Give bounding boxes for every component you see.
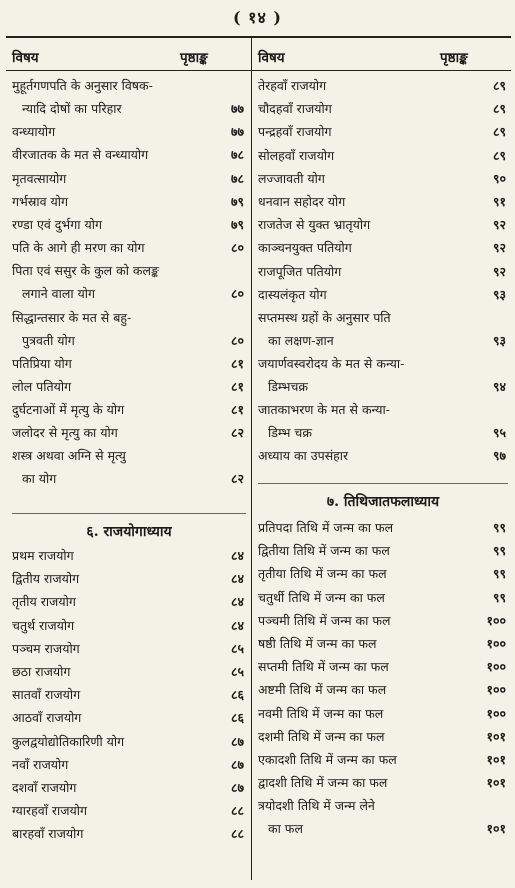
toc-entry — [12, 78, 246, 116]
toc-entry-page: १०१ — [486, 775, 506, 791]
toc-entry — [258, 590, 508, 605]
toc-entry-title: राजतेज से युक्त भ्रातृयोग — [258, 217, 371, 233]
toc-entry — [258, 543, 508, 558]
toc-entry-title: सोलहवाँ राजयोग — [258, 147, 335, 163]
toc-entry — [12, 194, 246, 209]
toc-entry — [12, 548, 246, 563]
toc-entry — [258, 613, 508, 628]
toc-entry-title: न्यादि दोषों का परिहार — [22, 101, 122, 116]
toc-entry — [12, 310, 246, 348]
toc-entry-page: ९४ — [492, 379, 506, 395]
toc-entry-page: ८४ — [230, 571, 244, 587]
toc-entry — [12, 448, 246, 486]
toc-entry — [12, 147, 246, 162]
toc-entry-page: ७७ — [230, 101, 244, 116]
toc-entry-title: दशवाँ राजयोग — [12, 779, 77, 795]
toc-entry — [258, 124, 508, 139]
left-subject-header: विषय — [12, 50, 39, 66]
toc-entry — [258, 798, 508, 836]
toc-entry-page: ८२ — [230, 471, 244, 487]
toc-entry — [258, 520, 508, 535]
toc-entry — [258, 310, 508, 348]
toc-entry — [12, 379, 246, 394]
toc-entry-title: पन्द्रहवाँ राजयोग — [258, 124, 332, 140]
toc-entry — [258, 78, 508, 93]
toc-entry-page: १०० — [486, 659, 506, 675]
toc-entry — [12, 780, 246, 795]
toc-entry — [12, 687, 246, 702]
toc-entry-page: ७९ — [230, 193, 244, 209]
toc-entry-title: जातकाभरण के मत से कन्या- — [258, 402, 390, 418]
toc-entry — [258, 729, 508, 744]
toc-entry-page: १०० — [486, 682, 506, 698]
toc-entry-title: द्वितीया तिथि में जन्म का फल — [258, 543, 390, 559]
toc-entry — [258, 775, 508, 790]
toc-entry-page: ९१ — [492, 193, 506, 209]
toc-entry — [12, 425, 246, 440]
toc-entry-page: ८७ — [230, 756, 244, 772]
toc-entry-page: ८९ — [492, 147, 506, 163]
toc-entry — [258, 706, 508, 721]
toc-entry — [12, 664, 246, 679]
toc-entry-title: ग्यारहवाँ राजयोग — [12, 803, 88, 819]
toc-entry-title: पुत्रवती योग — [22, 332, 75, 348]
toc-entry-title: का योग — [22, 471, 57, 487]
toc-entry-title: अष्टमी तिथि में जन्म का फल — [258, 682, 387, 698]
toc-entry-title: कुलद्वयोद्योतिकारिणी योग — [12, 733, 125, 749]
toc-entry — [12, 356, 246, 371]
toc-entry-page: ८४ — [230, 594, 244, 610]
toc-entry-page: ९२ — [492, 263, 506, 279]
left-section-rule — [12, 513, 246, 514]
toc-entry-title: आठवाँ राजयोग — [12, 710, 82, 726]
right-page-header: पृष्ठाङ्क — [440, 50, 468, 66]
toc-entry-title: चतुर्थ राजयोग — [12, 617, 75, 633]
toc-entry-title: बारहवाँ राजयोग — [12, 826, 84, 842]
toc-entry-title: पति के आगे ही मरण का योग — [12, 240, 145, 256]
toc-entry-title: प्रथम राजयोग — [12, 548, 74, 563]
toc-entry-title: पिता एवं ससुर के कुल को कलङ्क — [12, 263, 159, 279]
toc-entry-page: ८९ — [492, 101, 506, 117]
toc-entry-title: जलोदर से मृत्यु का योग — [12, 425, 118, 441]
toc-entry — [258, 217, 508, 232]
toc-entry-title: रण्डा एवं दुर्भगा योग — [12, 216, 102, 232]
toc-entry-page: ९५ — [492, 425, 506, 441]
toc-entry-title: लज्जावती योग — [258, 170, 325, 186]
toc-entry — [258, 264, 508, 279]
toc-entry — [12, 734, 246, 749]
toc-entry-title: पतिप्रिया योग — [12, 355, 72, 371]
toc-entry-title: अध्याय का उपसंहार — [258, 448, 349, 464]
toc-entry-page: ९२ — [492, 217, 506, 233]
toc-entry — [12, 803, 246, 818]
toc-entry-page: ८७ — [230, 779, 244, 795]
toc-entry-title: मृतवत्सायोग — [12, 170, 67, 186]
toc-entry-title: सप्तमस्थ ग्रहों के अनुसार पति — [258, 309, 391, 325]
toc-entry — [258, 171, 508, 186]
toc-entry — [258, 287, 508, 302]
header-bottom-rule — [6, 70, 511, 71]
toc-entry-title: दास्यलंकृत योग — [258, 286, 327, 302]
toc-entry-page: ९९ — [492, 589, 506, 605]
toc-entry — [258, 566, 508, 581]
toc-entry — [258, 682, 508, 697]
toc-entry — [258, 101, 508, 116]
toc-entry-title: लगाने वाला योग — [22, 286, 96, 302]
toc-entry — [12, 710, 246, 725]
toc-entry — [12, 618, 246, 633]
toc-entry-title: चौदहवाँ राजयोग — [258, 101, 332, 117]
toc-entry-title: का फल — [268, 821, 303, 837]
toc-entry-page: ८९ — [492, 124, 506, 140]
toc-entry-page: ९३ — [492, 286, 506, 302]
toc-entry — [12, 757, 246, 772]
toc-entry-title: का लक्षण-ज्ञान — [268, 332, 334, 348]
toc-entry-page: १०१ — [486, 821, 506, 837]
toc-entry-page: ९० — [492, 170, 506, 186]
toc-entry-title: त्रयोदशी तिथि में जन्म लेने — [258, 798, 375, 814]
toc-entry — [258, 752, 508, 767]
toc-entry-title: एकादशी तिथि में जन्म का फल — [258, 751, 397, 767]
left-page-header: पृष्ठाङ्क — [180, 50, 208, 66]
toc-entry-page: ८१ — [230, 355, 244, 371]
toc-entry-title: नवमी तिथि में जन्म का फल — [258, 705, 384, 721]
toc-entry — [258, 636, 508, 651]
toc-entry-page: ७७ — [230, 124, 244, 140]
toc-entry-page: ८१ — [230, 378, 244, 394]
toc-entry — [12, 826, 246, 841]
column-divider — [251, 36, 252, 880]
toc-entry-title: प्रतिपदा तिथि में जन्म का फल — [258, 520, 394, 535]
toc-entry-page: ८४ — [230, 617, 244, 633]
toc-entry-page: ८० — [230, 286, 244, 302]
toc-entry-page: ८५ — [230, 663, 244, 679]
toc-entry-page: ८९ — [492, 78, 506, 93]
toc-entry — [12, 571, 246, 586]
toc-entry-title: छठा राजयोग — [12, 663, 71, 679]
toc-entry — [258, 402, 508, 440]
toc-entry — [12, 217, 246, 232]
toc-entry — [12, 124, 246, 139]
toc-entry-title: धनवान सहोदर योग — [258, 193, 346, 209]
toc-entry-title: द्वितीय राजयोग — [12, 571, 80, 587]
toc-entry — [12, 594, 246, 609]
toc-entry-title: सप्तमी तिथि में जन्म का फल — [258, 659, 389, 675]
toc-entry-title: पञ्चमी तिथि में जन्म का फल — [258, 612, 391, 628]
toc-entry-title: राजपूजित पतियोग — [258, 263, 342, 279]
page-number: ( १४ ) — [233, 8, 282, 27]
toc-entry — [258, 448, 508, 463]
toc-entry-page: ९७ — [492, 448, 506, 464]
right-subject-header: विषय — [258, 50, 285, 66]
toc-entry — [258, 240, 508, 255]
toc-entry-title: तृतीया तिथि में जन्म का फल — [258, 566, 387, 582]
toc-entry-page: ८० — [230, 332, 244, 348]
toc-entry-title: जयार्णवस्वरोदय के मत से कन्या- — [258, 356, 405, 372]
toc-entry-title: शस्त्र अथवा अग्नि से मृत्यु — [12, 448, 126, 464]
toc-entry-title: चतुर्थी तिथि में जन्म का फल — [258, 589, 385, 605]
left-section-title: ६. राजयोगाध्याय — [86, 524, 172, 540]
toc-entry-page: ८६ — [230, 710, 244, 726]
toc-entry-page: १०० — [486, 705, 506, 721]
right-section-title: ७. तिथिजातफलाध्याय — [326, 494, 440, 510]
toc-entry-page: ८५ — [230, 640, 244, 656]
toc-entry-title: षष्ठी तिथि में जन्म का फल — [258, 635, 377, 651]
toc-entry-page: ९२ — [492, 240, 506, 256]
toc-entry — [258, 148, 508, 163]
toc-entry-page: ७८ — [230, 170, 244, 186]
toc-entry — [258, 659, 508, 674]
toc-entry-title: सातवाँ राजयोग — [12, 687, 81, 703]
toc-entry-page: १०० — [486, 635, 506, 651]
toc-entry-page: ९९ — [492, 566, 506, 582]
toc-entry-page: ९३ — [492, 332, 506, 348]
right-section-rule — [258, 483, 508, 484]
toc-entry-page: ८७ — [230, 733, 244, 749]
toc-entry-title: वन्ध्यायोग — [12, 124, 56, 140]
toc-entry-title: लोल पतियोग — [12, 378, 72, 394]
toc-entry-title: गर्भस्राव योग — [12, 193, 69, 209]
toc-entry-title: नवाँ राजयोग — [12, 756, 69, 772]
toc-entry-page: ८० — [230, 240, 244, 256]
toc-entry-page: ७८ — [230, 147, 244, 163]
toc-entry-title: दुर्घटनाओं में मृत्यु के योग — [12, 402, 125, 418]
left-toc-bottom — [12, 548, 246, 849]
toc-entry-title: पञ्चम राजयोग — [12, 640, 80, 656]
toc-entry-title: द्वादशी तिथि में जन्म का फल — [258, 775, 388, 791]
header-top-rule — [6, 36, 511, 38]
toc-entry-title: तेरहवाँ राजयोग — [258, 78, 327, 93]
toc-entry-page: ८१ — [230, 402, 244, 418]
toc-entry-page: ८२ — [230, 425, 244, 441]
toc-entry-page: ७९ — [230, 216, 244, 232]
right-toc-top — [258, 78, 508, 472]
toc-entry-page: ८८ — [230, 826, 244, 842]
toc-entry-title: डिम्भचक्र — [268, 379, 309, 395]
toc-entry — [12, 641, 246, 656]
toc-entry — [258, 194, 508, 209]
toc-entry-title: तृतीय राजयोग — [12, 594, 76, 610]
toc-entry-page: १०१ — [486, 728, 506, 744]
toc-entry — [12, 402, 246, 417]
toc-entry-page: ८६ — [230, 687, 244, 703]
toc-entry — [258, 356, 508, 394]
left-toc-top — [12, 78, 246, 495]
toc-entry-title: दशमी तिथि में जन्म का फल — [258, 728, 385, 744]
toc-entry-title: मुहूर्तगणपति के अनुसार विषक- — [12, 78, 153, 93]
toc-entry — [12, 171, 246, 186]
toc-entry — [12, 240, 246, 255]
toc-entry-title: काञ्चनयुक्त पतियोग — [258, 240, 352, 256]
toc-entry-page: १०१ — [486, 751, 506, 767]
toc-entry-page: ९९ — [492, 543, 506, 559]
right-toc-bottom — [258, 520, 508, 844]
toc-entry-title: डिम्भ चक्र — [268, 425, 312, 441]
toc-entry-title: वीरजातक के मत से वन्ध्यायोग — [12, 147, 149, 163]
toc-entry-page: ८८ — [230, 803, 244, 819]
toc-entry-page: १०० — [486, 612, 506, 628]
toc-entry-title: सिद्धान्तसार के मत से बहु- — [12, 309, 132, 325]
toc-entry-page: ८४ — [230, 548, 244, 563]
toc-entry-page: ९९ — [492, 520, 506, 535]
toc-entry — [12, 263, 246, 301]
